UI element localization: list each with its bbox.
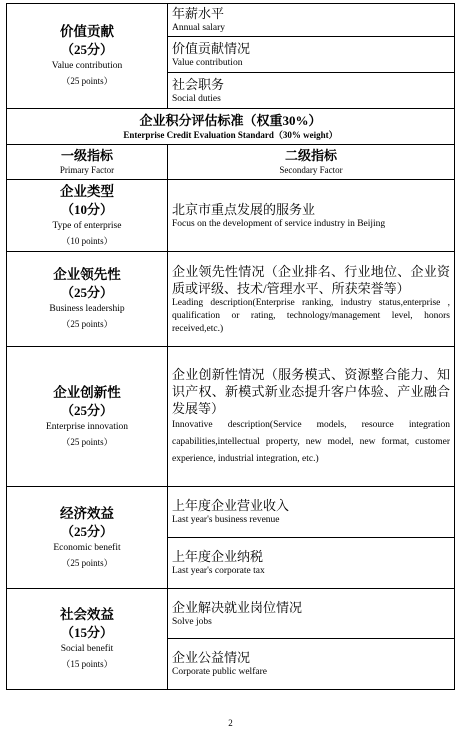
sub-item-business-revenue [168, 487, 455, 538]
factor-points: （10分） [60, 201, 113, 217]
sub-item-cn: 北京市重点发展的服务业 [172, 201, 316, 217]
factor-title: 企业类型 [60, 183, 114, 199]
sub-item-solve-jobs [168, 589, 455, 639]
sub-item-cn: 企业公益情况 [172, 650, 251, 665]
value-contribution-cell [7, 4, 168, 109]
sub-item-cn: 价值贡献情况 [172, 40, 251, 56]
sub-item-cn: 上年度企业营业收入 [172, 498, 290, 513]
sub-item-cn: 年薪水平 [172, 6, 225, 21]
factor-points-en: （25 points） [61, 436, 113, 447]
factor-points: （15分） [60, 625, 113, 640]
factor-title-en: Business leadership [49, 304, 125, 314]
sub-item-en: Focus on the development of service industry in Beijing [172, 218, 386, 229]
column-header-primary-en: Primary Factor [59, 165, 115, 175]
factor-title: 价值贡献 [60, 24, 114, 39]
sub-item-public-welfare [168, 639, 455, 690]
sub-item-cn: 上年度企业纳税 [172, 549, 264, 564]
sub-item-value-contribution [168, 37, 455, 73]
factor-title: 社会效益 [60, 607, 114, 622]
sub-item-innovative-description [168, 347, 455, 487]
sub-item-social-duties [168, 73, 455, 109]
column-header-primary [7, 145, 168, 180]
factor-title-en: Economic benefit [53, 542, 121, 553]
factor-points-en: （25 points） [61, 319, 113, 329]
sub-item-en: Social duties [172, 93, 221, 104]
sub-item-en: Solve jobs [172, 616, 212, 627]
section-heading [7, 109, 455, 145]
factor-title-en: Value contribution [51, 61, 123, 71]
factor-enterprise-innovation [7, 347, 168, 487]
factor-points-en: （25 points） [61, 557, 113, 568]
factor-title: 企业领先性 [53, 267, 121, 282]
sub-item-cn: 企业创新性情况（服务模式、资源整合能力、知识产权、新模式新业态提升客户体验、产业融合发展等） [172, 366, 450, 416]
evaluation-table [6, 3, 455, 690]
factor-points-en: （25 points） [61, 76, 113, 86]
sub-item-cn: 企业领先性情况（企业排名、行业地位、企业资质或评级、技术/管理水平、所获荣誉等） [172, 263, 450, 296]
factor-title-en: Enterprise innovation [45, 421, 129, 432]
column-header-secondary [168, 145, 455, 180]
factor-points: （25分） [60, 402, 113, 418]
factor-points: （25分） [60, 42, 113, 57]
page-number: 2 [228, 718, 233, 728]
sub-item-service-industry [168, 180, 455, 252]
sub-item-cn: 社会职务 [172, 76, 225, 92]
sub-item-en: Value contribution [172, 57, 243, 68]
factor-economic-benefit [7, 487, 168, 589]
factor-title: 经济效益 [60, 505, 114, 521]
sub-item-leading-description [168, 252, 455, 347]
sub-item-en: Innovative description(Service models, resource integration capabilities,intellectual property, new model, new format, customer experience, industrial integration, etc.) [172, 419, 450, 464]
column-header-primary-cn: 一级指标 [60, 148, 113, 163]
sub-item-en: Annual salary [172, 23, 226, 33]
sub-item-cn: 企业解决就业岗位情况 [172, 599, 303, 615]
column-header-secondary-en: Secondary Factor [279, 165, 343, 175]
factor-points-en: （15 points） [61, 659, 113, 669]
factor-title: 企业创新性 [53, 384, 121, 400]
factor-points: （25分） [60, 285, 113, 300]
factor-social-benefit [7, 589, 168, 690]
sub-item-en: Corporate public welfare [172, 667, 267, 677]
sub-item-en: Last year's corporate tax [172, 566, 265, 576]
factor-type-of-enterprise [7, 180, 168, 252]
factor-business-leadership [7, 252, 168, 347]
sub-item-en: Leading description(Enterprise ranking, industry status,enterprise , qualification or rating, technology/management level, honors received,etc.) [172, 297, 450, 334]
factor-points-en: （10 points） [61, 235, 113, 246]
sub-item-annual-salary [168, 4, 455, 37]
section-title-cn: 企业积分评估标准（权重30%） [139, 112, 322, 128]
sub-item-corporate-tax [168, 538, 455, 589]
factor-title-en: Social benefit [60, 644, 114, 654]
factor-points: （25分） [60, 523, 113, 539]
factor-title-en: Type of enterprise [52, 220, 122, 231]
column-header-secondary-cn: 二级指标 [284, 148, 337, 163]
section-title-en: Enterprise Credit Evaluation Standard（30% weight） [123, 129, 338, 140]
sub-item-en: Last year's business revenue [172, 515, 280, 525]
